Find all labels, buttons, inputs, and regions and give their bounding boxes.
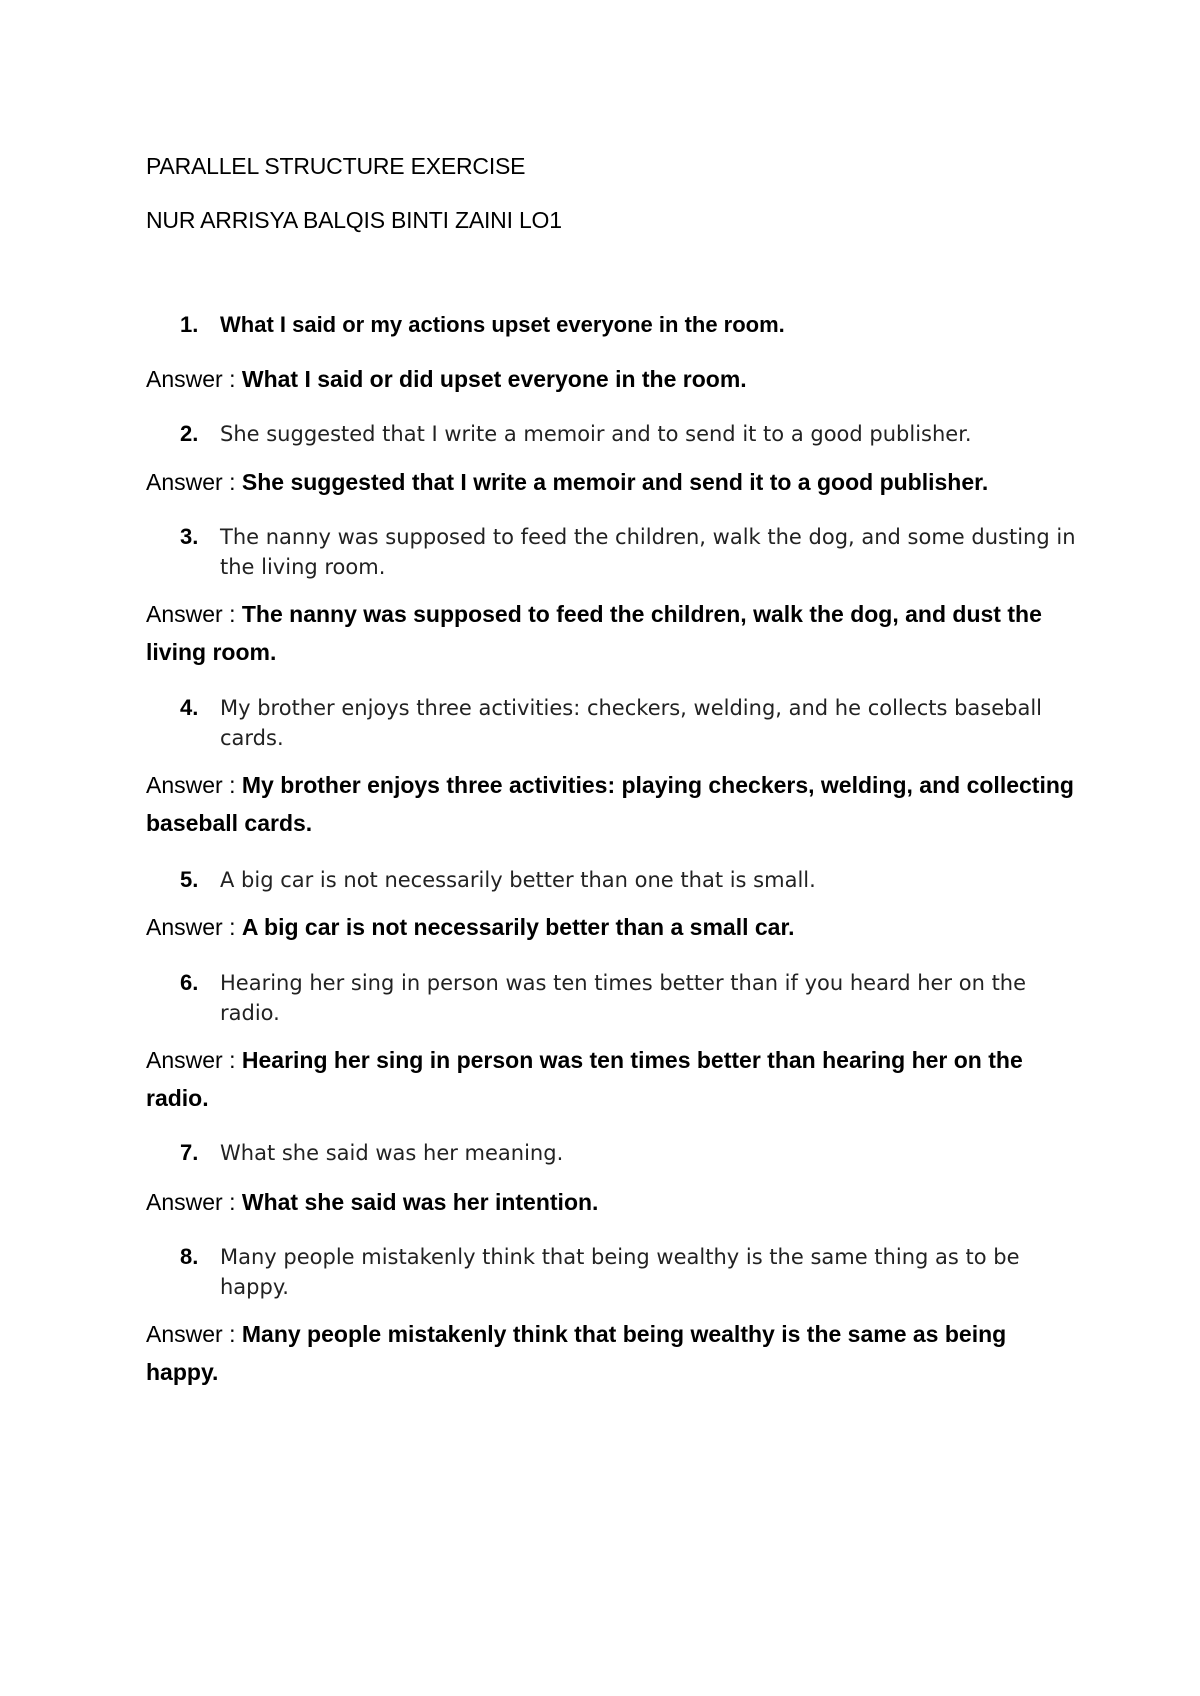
- question-item: [180, 865, 1080, 895]
- question-text: She suggested that I write a memoir and to send it to a good publisher.: [220, 422, 972, 446]
- question-item: [180, 968, 1080, 1028]
- question-item: [180, 310, 1080, 340]
- author-line: NUR ARRISYA BALQIS BINTI ZAINI LO1: [146, 207, 562, 233]
- answer-label: Answer :: [146, 1189, 242, 1215]
- answer-label: Answer :: [146, 601, 242, 627]
- answer-label: Answer :: [146, 366, 242, 392]
- answer-text: My brother enjoys three activities: playing checkers, welding, and collecting baseball cards.: [146, 772, 1074, 836]
- question-number: 6.: [180, 970, 199, 995]
- question-item: [180, 522, 1080, 582]
- answer-text: What she said was her intention.: [241, 1189, 599, 1215]
- question-number: 3.: [180, 524, 199, 549]
- question-text: What she said was her meaning.: [220, 1141, 564, 1165]
- question-text: What I said or my actions upset everyone in the room.: [220, 312, 785, 337]
- answer-text: A big car is not necessarily better than a small car.: [241, 914, 795, 940]
- answer-text: The nanny was supposed to feed the children, walk the dog, and dust the living room.: [146, 601, 1042, 665]
- question-item: [180, 1138, 1080, 1168]
- answer-line: [146, 1041, 1076, 1117]
- question-number: 5.: [180, 867, 199, 892]
- answer-label: Answer :: [146, 1047, 242, 1073]
- question-text: Hearing her sing in person was ten times better than if you heard her on the radio.: [220, 971, 1027, 1025]
- answer-line: [146, 908, 1076, 946]
- answer-line: [146, 1183, 1076, 1221]
- question-item: [180, 1242, 1080, 1302]
- answer-line: [146, 766, 1076, 842]
- question-item: [180, 419, 1080, 449]
- question-text: The nanny was supposed to feed the children, walk the dog, and some dusting in the living room.: [220, 525, 1076, 579]
- answer-text: Hearing her sing in person was ten times better than hearing her on the radio.: [146, 1047, 1023, 1111]
- question-number: 7.: [180, 1140, 199, 1165]
- question-number: 1.: [180, 312, 199, 337]
- question-number: 8.: [180, 1244, 199, 1269]
- question-text: My brother enjoys three activities: checkers, welding, and he collects baseball cards.: [220, 696, 1043, 750]
- answer-line: [146, 463, 1076, 501]
- answer-label: Answer :: [146, 469, 242, 495]
- answer-label: Answer :: [146, 772, 242, 798]
- question-text: A big car is not necessarily better than one that is small.: [220, 868, 816, 892]
- answer-line: [146, 595, 1076, 671]
- question-text: Many people mistakenly think that being wealthy is the same thing as to be happy.: [220, 1245, 1020, 1299]
- question-number: 2.: [180, 421, 199, 446]
- answer-label: Answer :: [146, 914, 242, 940]
- answer-label: Answer :: [146, 1321, 242, 1347]
- answer-line: [146, 360, 1076, 398]
- answer-line: [146, 1315, 1076, 1391]
- answer-text: What I said or did upset everyone in the room.: [241, 366, 747, 392]
- document-title: PARALLEL STRUCTURE EXERCISE: [146, 153, 526, 179]
- question-number: 4.: [180, 695, 199, 720]
- answer-text: She suggested that I write a memoir and send it to a good publisher.: [241, 469, 989, 495]
- question-item: [180, 693, 1080, 753]
- answer-text: Many people mistakenly think that being wealthy is the same as being happy.: [146, 1321, 1007, 1385]
